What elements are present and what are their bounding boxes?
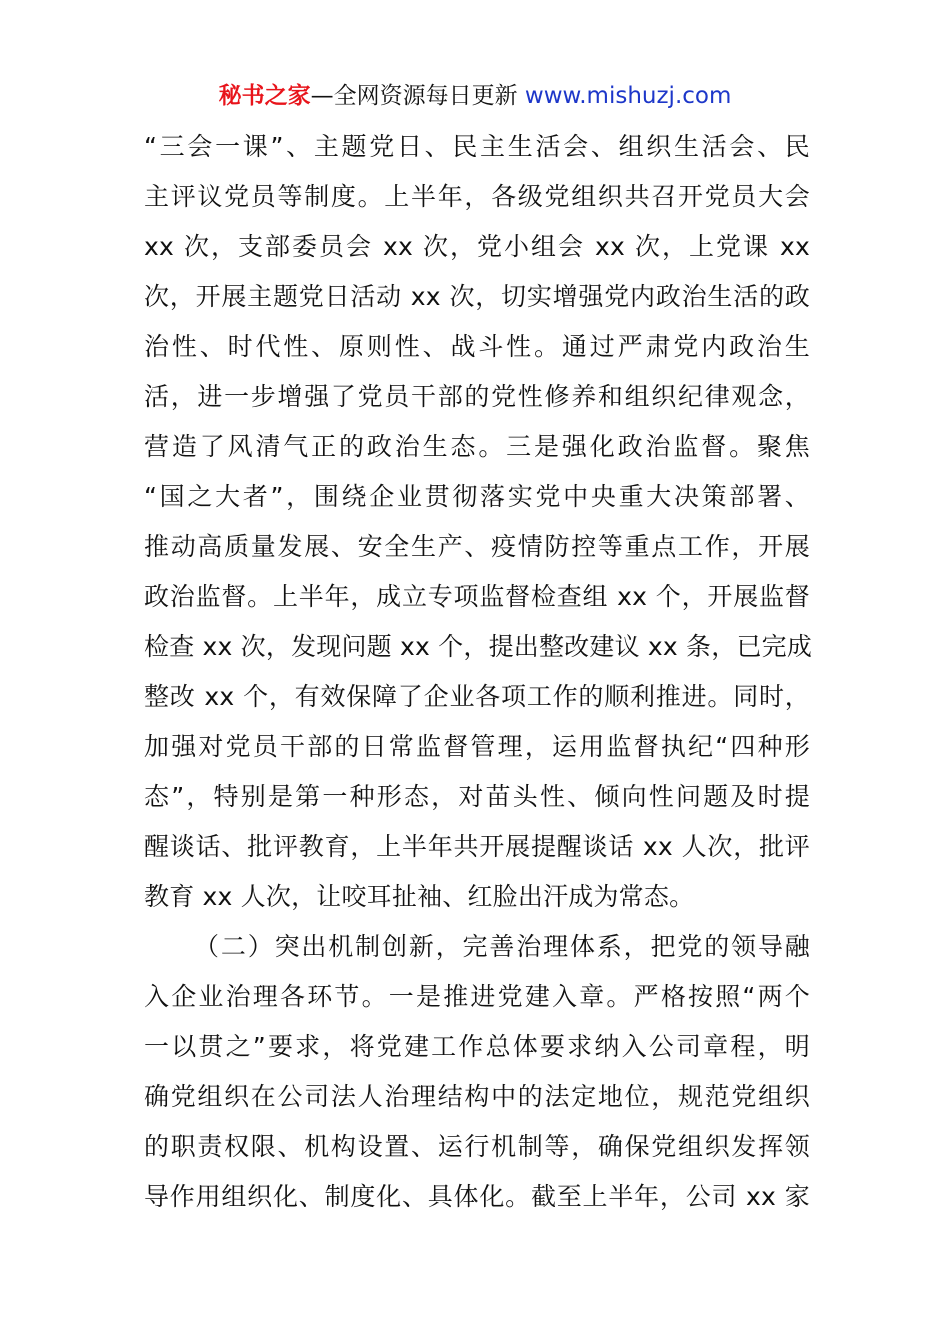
text-line: 检查 xx 次，发现问题 xx 个，提出整改建议 xx 条，已完成 <box>144 632 813 661</box>
text-line: 导作用组织化、制度化、具体化。截至上半年，公司 xx 家 <box>144 1182 810 1211</box>
text-line: 政治监督。上半年，成立专项监督检查组 xx 个，开展监督 <box>144 582 810 611</box>
text-line: 整改 xx 个，有效保障了企业各项工作的顺利推进。同时， <box>144 682 810 711</box>
text-line: 确党组织在公司法人治理结构中的法定地位，规范党组织 <box>144 1082 810 1111</box>
text-line: 教育 xx 人次，让咬耳扯袖、红脸出汗成为常态。 <box>144 882 695 911</box>
text-line: 加强对党员干部的日常监督管理，运用监督执纪“四种形 <box>144 732 810 761</box>
site-url-link[interactable]: www.mishuzj.com <box>524 83 732 109</box>
text-line: 态”，特别是第一种形态，对苗头性、倾向性问题及时提 <box>144 782 810 811</box>
text-line: “国之大者”，围绕企业贯彻落实党中央重大决策部署、 <box>144 482 810 511</box>
document-body <box>144 122 813 1222</box>
text-line: 一以贯之”要求，将党建工作总体要求纳入公司章程，明 <box>144 1032 810 1061</box>
text-line: 营造了风清气正的政治生态。三是强化政治监督。聚焦 <box>144 432 810 461</box>
text-line: xx 次，支部委员会 xx 次，党小组会 xx 次，上党课 xx <box>144 232 810 261</box>
text-line: 治性、时代性、原则性、战斗性。通过严肃党内政治生 <box>144 332 810 361</box>
text-line: “三会一课”、主题党日、民主生活会、组织生活会、民 <box>144 132 810 161</box>
text-line: 主评议党员等制度。上半年，各级党组织共召开党员大会 <box>144 182 810 211</box>
site-header <box>0 80 950 112</box>
text-line: 的职责权限、机构设置、运行机制等，确保党组织发挥领 <box>144 1132 810 1161</box>
text-line: 活，进一步增强了党员干部的党性修养和组织纪律观念， <box>144 382 810 411</box>
text-line: 推动高质量发展、安全生产、疫情防控等重点工作，开展 <box>144 532 810 561</box>
text-line: 次，开展主题党日活动 xx 次，切实增强党内政治生活的政 <box>144 282 810 311</box>
text-line: 入企业治理各环节。一是推进党建入章。严格按照“两个 <box>144 982 810 1011</box>
site-brand: 秘书之家 <box>218 83 311 109</box>
section-heading-line: （二）突出机制创新，完善治理体系，把党的领导融 <box>194 932 810 961</box>
site-tagline: —全网资源每日更新 <box>310 83 525 109</box>
text-line: 醒谈话、批评教育，上半年共开展提醒谈话 xx 人次，批评 <box>144 832 810 861</box>
